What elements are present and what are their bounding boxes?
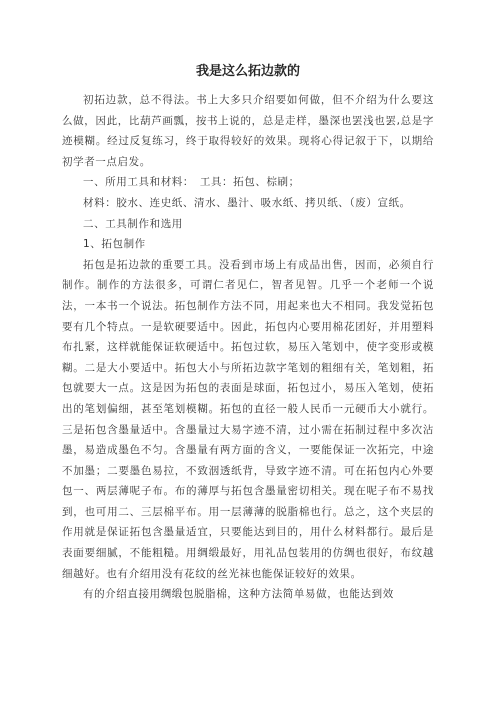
- paragraph-materials: 材料：胶水、连史纸、清水、墨汁、吸水纸、拷贝纸、（废）宣纸。: [83, 196, 411, 209]
- paragraph-tuobao: 拓包是拓边款的重要工具。没看到市场上有成品出售，因而，必须自行制作。制作的方法很多，可谓仁者见仁，智者见智。几乎一个老师一个说法，一本书一个说法。拓包制作方法不同，用起来也大不相同。我发觉拓包要有几个特点。一是软硬要适中。因此，拓包内心要用棉花团好，并用塑料布扎紧，这样就能保证软硬适中。拓包过软，易压入笔划中，使字变形或模糊。二是大小要适中。拓包大小与所拓边款字笔划的粗细有关，笔划粗，拓包就要大一点。这是因为拓包的表面是球面，拓包过小，易压入笔划，使拓出的笔划偏细，甚至笔划模糊。拓包的直径一般人民币一元硬币大小就行。三是拓包含墨量适中。含墨量过大易字迹不清，过小需在拓制过程中多次沾墨，易造成墨色不匀。含墨量有两方面的含义，一要能保证一次拓完，中途不加墨；二要墨色易拉，不致洇透纸背，导致字迹不清。可在拓包内心外要包一、两层薄呢子布。布的薄厚与拓包含墨量密切相关。现在呢子布不易找到，也可用二、三层棉平布。用一层薄薄的脱脂棉也行。总之，这个夹层的作用就是保证拓包含墨量适宜，只要能达到目的，用什么材料都行。最后是表面要细腻，不能粗糙。用绸缎最好，用礼品包装用的仿绸也很好，布纹越细越好。也有介绍用没有花纹的丝光袜也能保证较好的效果。: [62, 258, 434, 580]
- subsection-heading: 1、拓包制作: [83, 238, 146, 251]
- paragraph-last: 有的介绍直接用绸缎包脱脂棉，这种方法简单易做，也能达到效: [83, 588, 394, 601]
- page-title: 我是这么拓边款的: [195, 64, 300, 79]
- article-body: [62, 90, 434, 605]
- paragraph-intro: 初拓边款，总不得法。书上大多只介绍要如何做，但不介绍为什么要这么做，因此，比葫芦画瓢，按书上说的，总是走样，墨深也罢浅也罢,总是字迹模糊。经过反复练习，终于取得较好的效果。现将心得记叙于下，以期给初学者一点启发。: [62, 94, 434, 168]
- section-heading: 二、工具制作和选用: [83, 217, 183, 230]
- paragraph-tools: 一、所用工具和材料： 工具：拓包、棕刷；: [83, 176, 300, 189]
